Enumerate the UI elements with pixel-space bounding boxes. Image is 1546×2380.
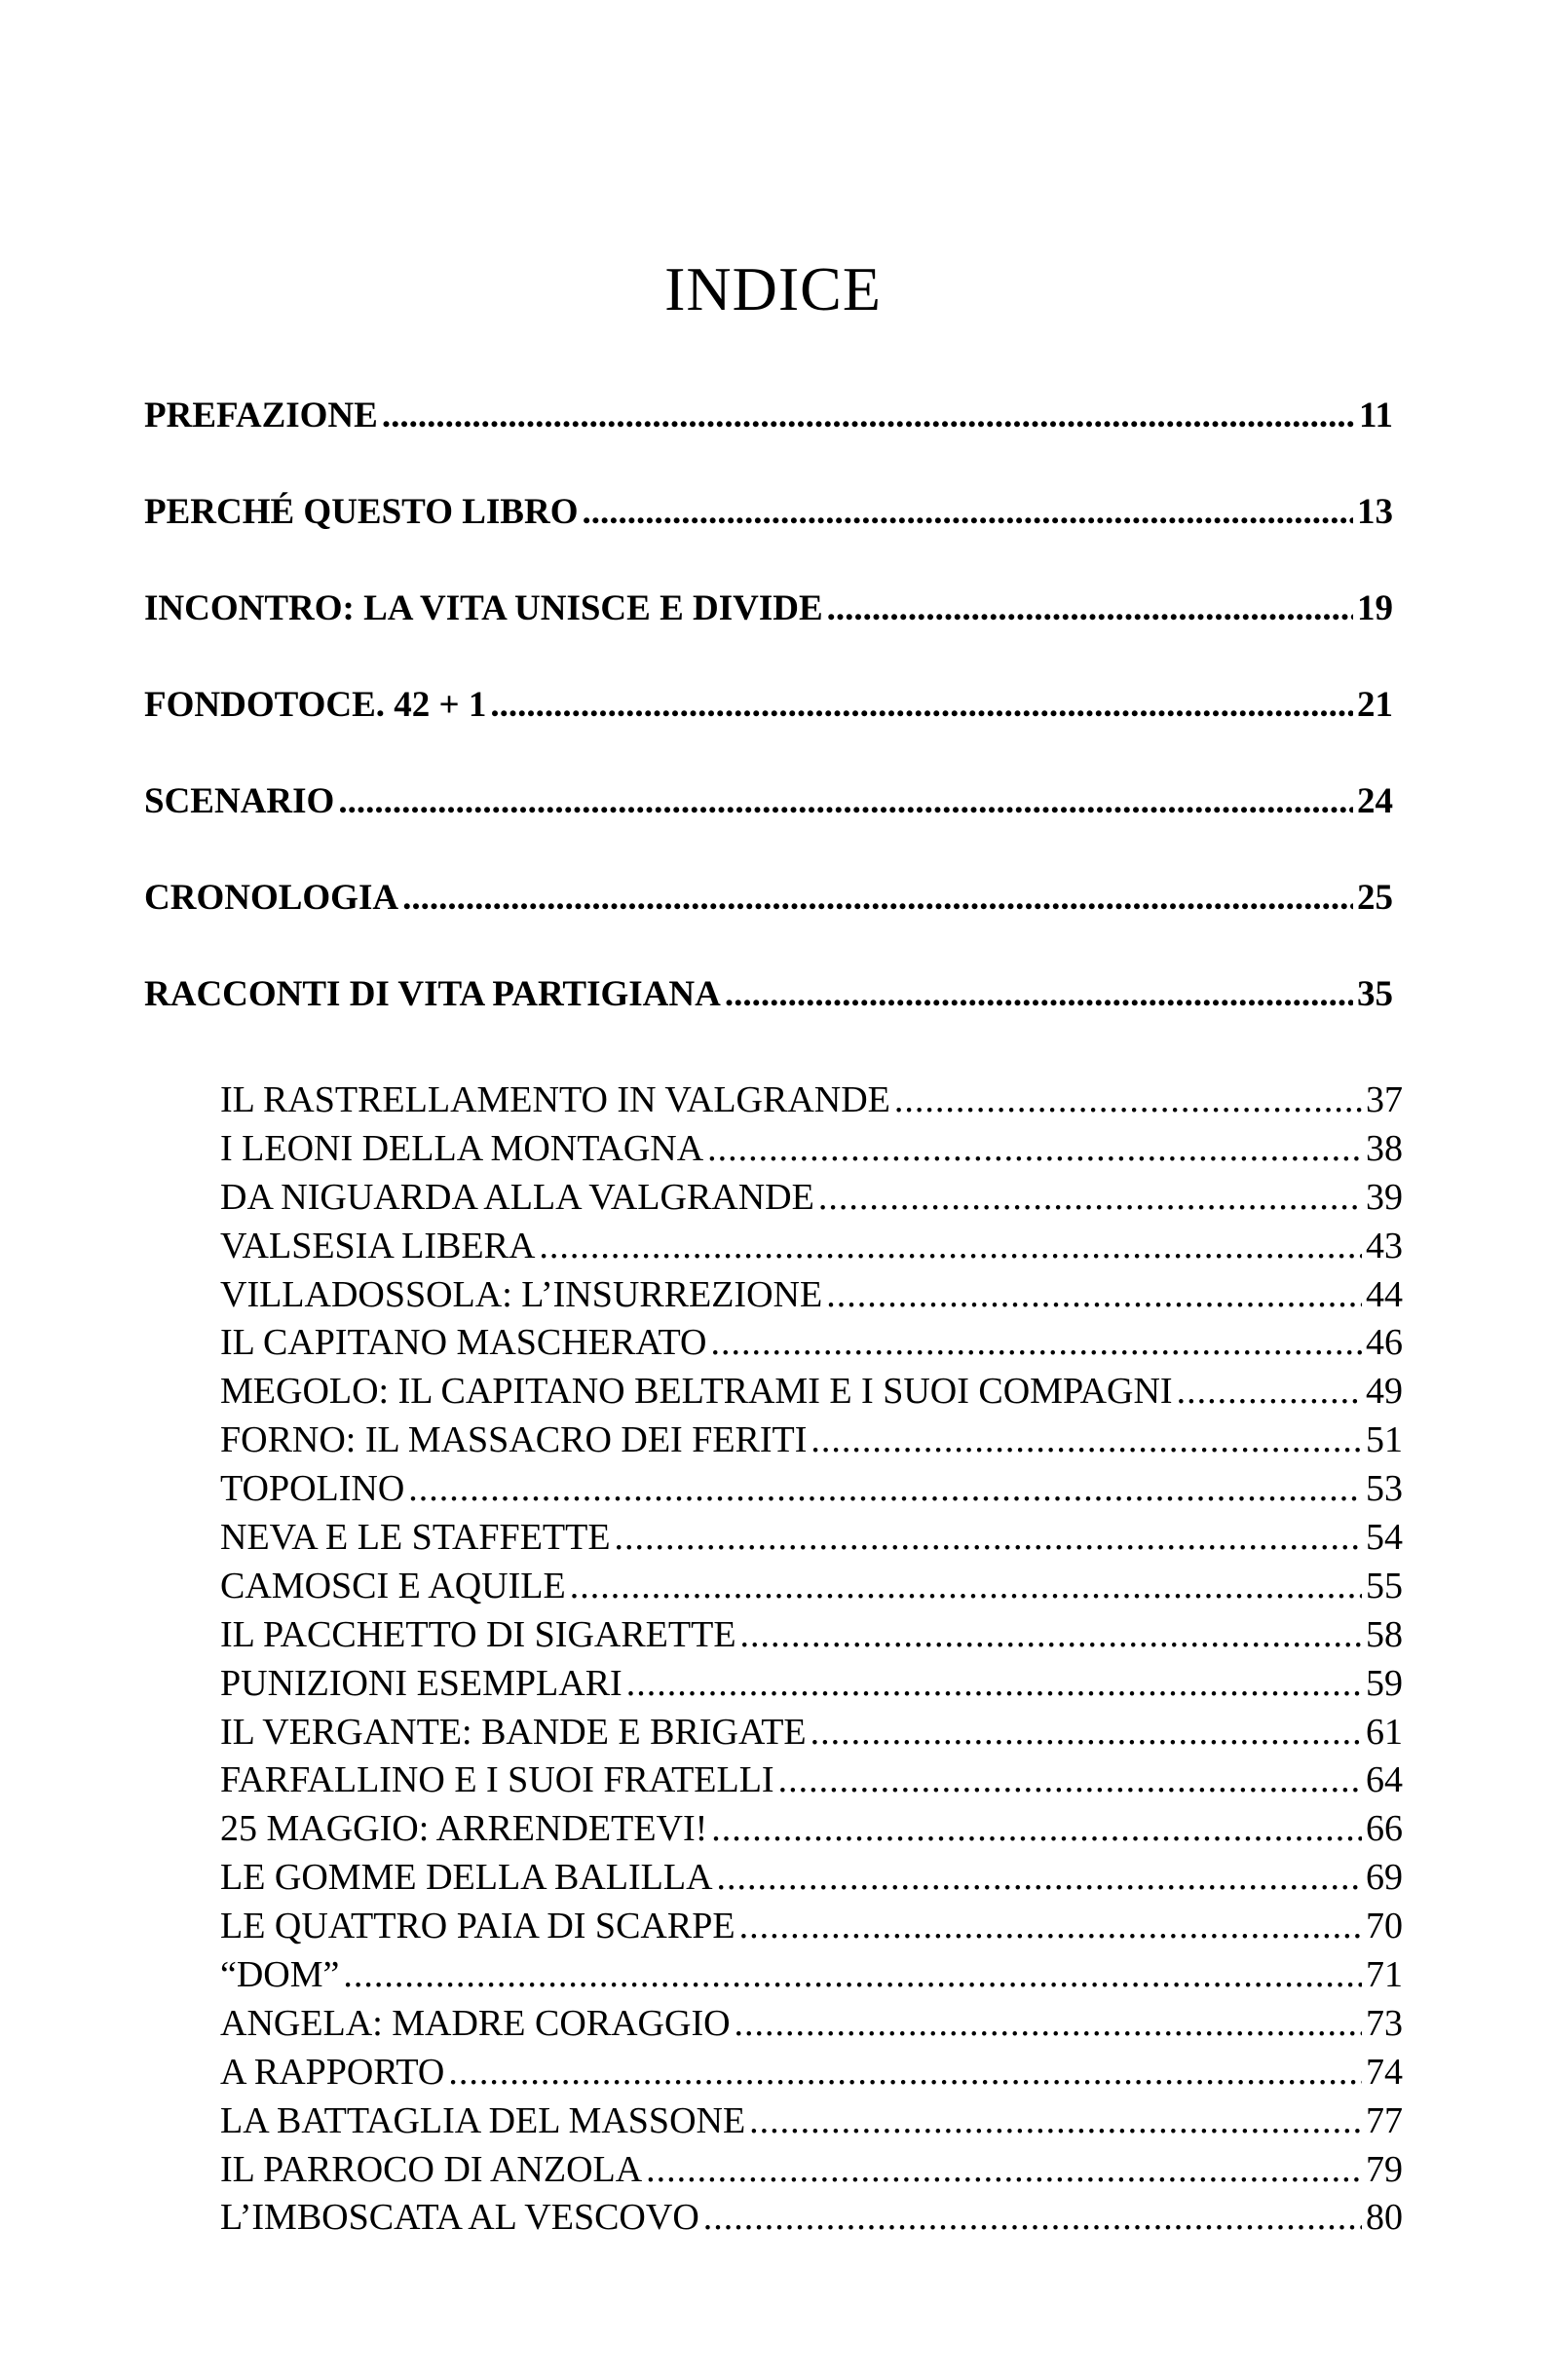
dot-leader	[740, 1616, 1362, 1653]
toc-subentry-page: 66	[1366, 1808, 1403, 1850]
toc-subentry-page: 59	[1366, 1662, 1403, 1704]
toc-entry-page: 13	[1357, 492, 1393, 532]
toc-entry-title: PREFAZIONE	[144, 396, 378, 435]
toc-subentry-title: VILLADOSSOLA: L’INSURREZIONE	[220, 1273, 823, 1315]
page-title: INDICE	[664, 253, 882, 323]
toc-subentry	[220, 1565, 1403, 1616]
toc-subentry-title: PUNIZIONI ESEMPLARI	[220, 1662, 622, 1704]
toc-entry	[144, 590, 1393, 687]
toc-entry-title: RACCONTI DI VITA PARTIGIANA	[144, 974, 721, 1014]
toc-entry-page: 35	[1357, 974, 1393, 1014]
toc-subentry-title: IL CAPITANO MASCHERATO	[220, 1322, 707, 1364]
toc-subentry	[220, 1273, 1403, 1325]
dot-leader	[615, 1519, 1362, 1556]
toc-subentry-title: FARFALLINO E I SUOI FRATELLI	[220, 1759, 774, 1801]
dot-leader	[382, 397, 1355, 434]
toc-subentry-page: 77	[1366, 2099, 1403, 2141]
toc-entry-page: 25	[1357, 878, 1393, 918]
toc-subentry-page: 44	[1366, 1273, 1403, 1315]
main-toc-list	[144, 397, 1393, 1073]
dot-leader	[707, 1130, 1362, 1167]
toc-entry-page: 21	[1357, 685, 1393, 725]
toc-subentry	[220, 1711, 1403, 1762]
dot-leader	[338, 783, 1353, 819]
toc-subentry-page: 43	[1366, 1225, 1403, 1266]
toc-entry-title: CRONOLOGIA	[144, 878, 399, 918]
dot-leader	[703, 2199, 1362, 2236]
toc-subentry-page: 58	[1366, 1613, 1403, 1655]
toc-subentry-title: LA BATTAGLIA DEL MASSONE	[220, 2099, 746, 2141]
toc-subentry	[220, 2148, 1403, 2200]
toc-subentry-title: LE QUATTRO PAIA DI SCARPE	[220, 1906, 735, 1947]
toc-subentry-page: 46	[1366, 1322, 1403, 1364]
toc-subentry	[220, 1810, 1403, 1859]
dot-leader	[402, 880, 1353, 916]
dot-leader	[778, 1761, 1362, 1798]
toc-subentry-title: ANGELA: MADRE CORAGGIO	[220, 2002, 731, 2044]
dot-leader	[539, 1228, 1362, 1265]
toc-subentry	[220, 1324, 1403, 1373]
toc-subentry-page: 39	[1366, 1176, 1403, 1218]
dot-leader	[827, 590, 1353, 626]
toc-entry	[144, 976, 1393, 1073]
toc-subentry-title: IL VERGANTE: BANDE E BRIGATE	[220, 1711, 807, 1753]
toc-subentry-title: 25 MAGGIO: ARRENDETEVI!	[220, 1808, 708, 1850]
toc-subentry-title: DA NIGUARDA ALLA VALGRANDE	[220, 1176, 814, 1218]
toc-subentry-title: TOPOLINO	[220, 1468, 405, 1510]
dot-leader	[448, 2054, 1362, 2091]
toc-subentry	[220, 1373, 1403, 1421]
toc-subentry-page: 49	[1366, 1371, 1403, 1413]
toc-subentry	[220, 2002, 1403, 2054]
toc-subentry	[220, 1225, 1403, 1276]
toc-subentry-page: 64	[1366, 1759, 1403, 1801]
toc-entry	[144, 397, 1393, 494]
toc-entry	[144, 880, 1393, 976]
toc-subentry-page: 80	[1366, 2197, 1403, 2239]
toc-subentry-title: LE GOMME DELLA BALILLA	[220, 1857, 713, 1899]
toc-entry-title: SCENARIO	[144, 781, 335, 821]
toc-entry-title: PERCHÉ QUESTO LIBRO	[144, 492, 579, 532]
toc-subentry-page: 37	[1366, 1079, 1403, 1120]
toc-subentry	[220, 1081, 1403, 1130]
toc-subentry-title: CAMOSCI E AQUILE	[220, 1565, 566, 1606]
toc-subentry-page: 73	[1366, 2002, 1403, 2044]
toc-subentry-title: L’IMBOSCATA AL VESCOVO	[220, 2197, 699, 2239]
sub-toc-list	[220, 1081, 1403, 2248]
toc-subentry	[220, 1956, 1403, 2005]
dot-leader	[749, 2102, 1362, 2139]
toc-entry	[144, 783, 1393, 880]
dot-leader	[826, 1276, 1362, 1313]
dot-leader	[711, 1810, 1362, 1847]
dot-leader	[894, 1081, 1362, 1118]
toc-entry-page: 19	[1357, 588, 1393, 628]
toc-entry-title: FONDOTOCE. 42 + 1	[144, 685, 487, 725]
dot-leader	[818, 1179, 1362, 1216]
dot-leader	[646, 2151, 1362, 2188]
toc-subentry	[220, 1613, 1403, 1665]
toc-subentry	[220, 1127, 1403, 1179]
toc-subentry-title: VALSESIA LIBERA	[220, 1225, 536, 1266]
toc-subentry-title: IL PARROCO DI ANZOLA	[220, 2148, 643, 2190]
toc-subentry	[220, 1470, 1403, 1519]
toc-subentry-title: A RAPPORTO	[220, 2051, 445, 2093]
toc-subentry-page: 51	[1366, 1419, 1403, 1461]
dot-leader	[811, 1421, 1362, 1458]
dot-leader	[343, 1956, 1362, 1993]
toc-entry-page: 11	[1359, 396, 1393, 435]
toc-subentry-page: 55	[1366, 1565, 1403, 1606]
dot-leader	[811, 1714, 1362, 1751]
toc-subentry-title: NEVA E LE STAFFETTE	[220, 1517, 611, 1559]
dot-leader	[626, 1665, 1362, 1702]
dot-leader	[1177, 1373, 1362, 1410]
toc-subentry-page: 38	[1366, 1127, 1403, 1169]
toc-subentry-title: “DOM”	[220, 1954, 340, 1996]
toc-entry-title: INCONTRO: LA VITA UNISCE E DIVIDE	[144, 588, 823, 628]
toc-subentry	[220, 1761, 1403, 1810]
toc-subentry-title: FORNO: IL MASSACRO DEI FERITI	[220, 1419, 808, 1461]
toc-subentry-title: MEGOLO: IL CAPITANO BELTRAMI E I SUOI COMPAGNI	[220, 1371, 1173, 1413]
toc-subentry-page: 53	[1366, 1468, 1403, 1510]
dot-leader	[735, 2005, 1362, 2042]
toc-subentry-page: 70	[1366, 1906, 1403, 1947]
dot-leader	[725, 976, 1353, 1012]
toc-subentry	[220, 1176, 1403, 1228]
toc-subentry	[220, 1859, 1403, 1908]
toc-subentry	[220, 2099, 1403, 2151]
toc-subentry-page: 69	[1366, 1857, 1403, 1899]
toc-subentry-page: 54	[1366, 1517, 1403, 1559]
toc-subentry	[220, 2199, 1403, 2248]
toc-subentry-page: 79	[1366, 2148, 1403, 2190]
toc-subentry	[220, 1908, 1403, 1956]
dot-leader	[570, 1568, 1362, 1605]
toc-subentry-page: 71	[1366, 1954, 1403, 1996]
toc-subentry	[220, 1662, 1403, 1714]
dot-leader	[710, 1324, 1362, 1361]
toc-subentry-title: I LEONI DELLA MONTAGNA	[220, 1127, 704, 1169]
dot-leader	[582, 494, 1353, 530]
toc-entry-page: 24	[1357, 781, 1393, 821]
dot-leader	[739, 1908, 1362, 1945]
toc-subentry-page: 74	[1366, 2051, 1403, 2093]
toc-subentry	[220, 1421, 1403, 1470]
toc-subentry-title: IL RASTRELLAMENTO IN VALGRANDE	[220, 1079, 890, 1120]
toc-subentry	[220, 2051, 1403, 2102]
toc-subentry	[220, 1519, 1403, 1568]
dot-leader	[490, 687, 1353, 723]
dot-leader	[717, 1859, 1362, 1896]
toc-entry	[144, 687, 1393, 783]
toc-subentry-page: 61	[1366, 1711, 1403, 1753]
toc-entry	[144, 494, 1393, 590]
toc-subentry-title: IL PACCHETTO DI SIGARETTE	[220, 1613, 736, 1655]
dot-leader	[408, 1470, 1362, 1507]
